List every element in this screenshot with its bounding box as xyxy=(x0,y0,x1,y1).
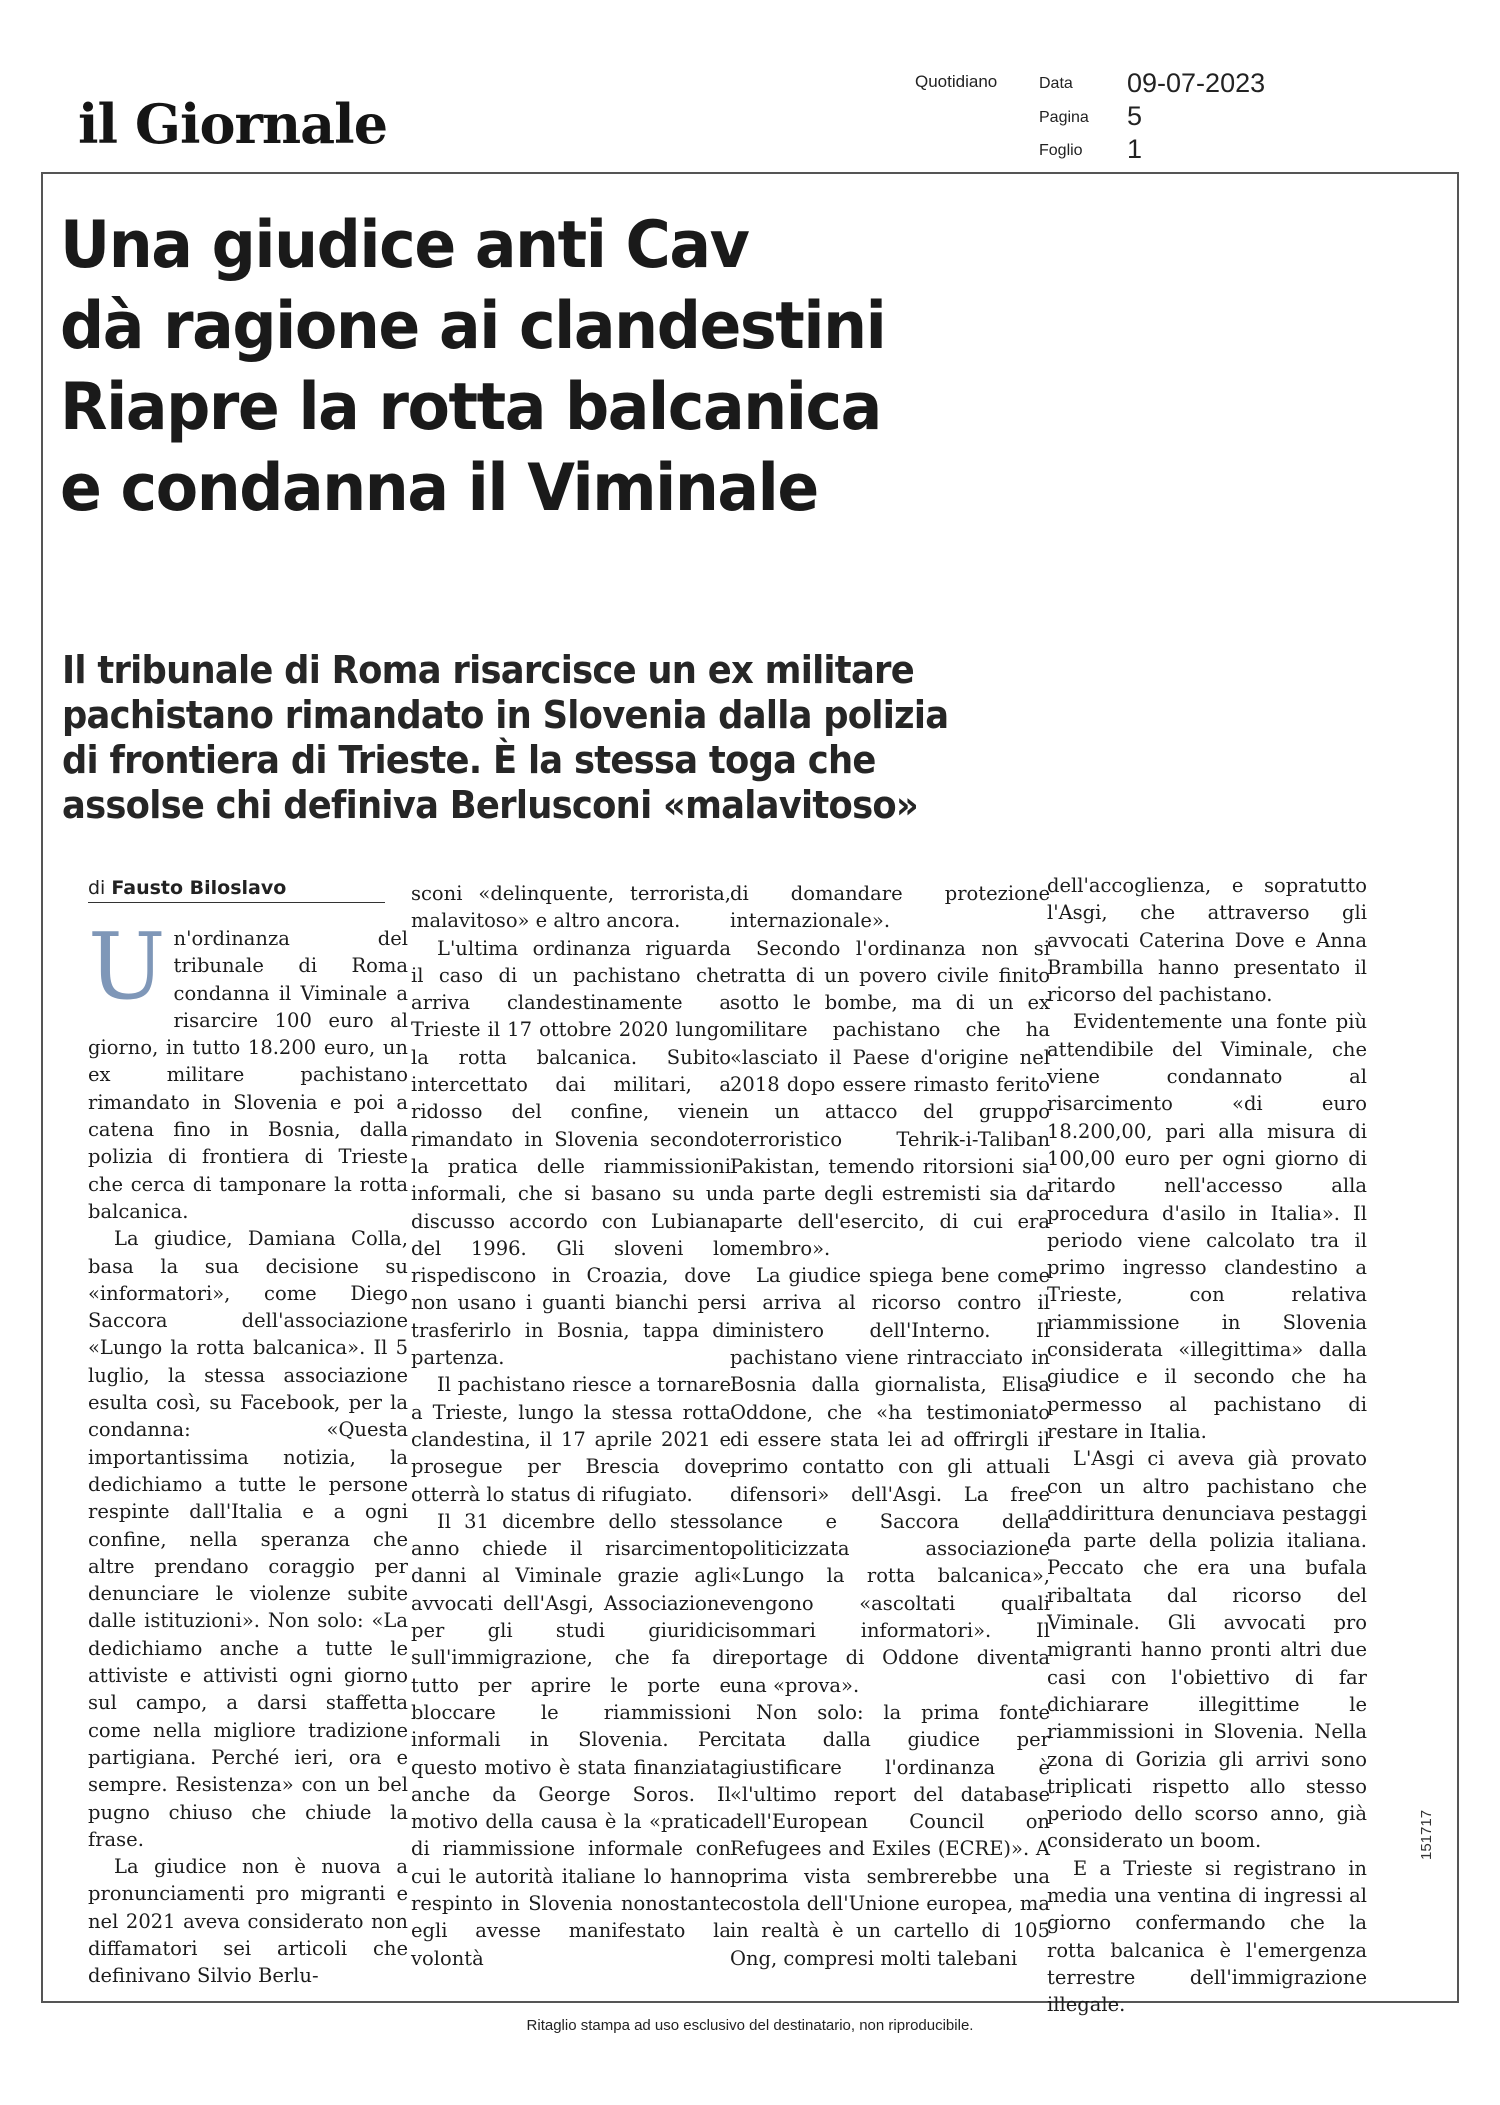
paragraph: L'ultima ordinanza riguarda il caso di un pachistano che arriva clandestinamente a Trieste il 17 ottobre 2020 lungo la rotta balcanica. Subito intercettato dai militari, a ridosso del confine, viene rimandato in Slovenia secondo la pratica delle riammissioni informali, che si basano su un discusso accordo con Lubiana del 1996. Gli sloveni lo rispediscono in Croazia, dove non usano i guanti bianchi per trasferirlo in Bosnia, tappa di partenza. xyxy=(411,936,731,1370)
paragraph: La giudice spiega bene come si arriva al ricorso contro il ministero dell'Interno. Il pachistano viene rintracciato in Bosnia dalla giornalista, Elisa Oddone, che «ha testimoniato di essere stata lei ad offrirgli il primo contatto con gli attuali difensori» dell'Asgi. La free lance e Saccora della politicizzata associazione «Lungo la rotta balcanica», vengono «ascoltati quali sommari informatori». Il reportage di Oddone diventa una «prova». xyxy=(730,1264,1050,1697)
footer-disclaimer: Ritaglio stampa ad uso esclusivo del destinatario, non riproducibile. xyxy=(526,2017,974,2034)
paragraph: La giudice non è nuova a pronunciamenti pro migranti e nel 2021 aveva considerato non diffamatori sei articoli che definivano Silvio Berlu- xyxy=(88,1855,408,1988)
newspaper-masthead: il Giornale xyxy=(78,92,388,156)
paragraph: Il 31 dicembre dello stesso anno chiede il risarcimento danni al Viminale grazie agli avvocati dell'Asgi, Associazione per gli studi giuridici sull'immigrazione, che fa di tutto per aprire le porte e bloccare le riammissioni informali in Slovenia. Per questo motivo è stata finanziata anche da George Soros. Il motivo della causa è la «pratica di riammissione informale con cui le autorità italiane lo hanno respinto in Slovenia nonostante egli avesse manifestato la volontà xyxy=(411,1509,731,1970)
article-headline: Una giudice anti Cav dà ragione ai clandestini Riapre la rotta balcanica e condanna il Viminale xyxy=(60,208,886,526)
data-value: 09-07-2023 xyxy=(1127,68,1266,98)
paragraph: di domandare protezione internazionale». xyxy=(730,882,1050,933)
paragraph: sconi «delinquente, terrorista, malavitoso» e altro ancora. xyxy=(411,882,731,933)
quotidiano-label: Quotidiano xyxy=(915,72,998,91)
article-column-2 xyxy=(411,880,731,1972)
article-subheadline: Il tribunale di Roma risarcisce un ex militare pachistano rimandato in Slovenia dalla polizia di frontiera di Trieste. È la stessa toga che assolse chi definiva Berlusconi «malavitoso» xyxy=(62,648,949,827)
paragraph: dell'accoglienza, e sopratutto l'Asgi, che attraverso gli avvocati Caterina Dove e Anna Brambilla hanno presentato il ricorso del pachistano. xyxy=(1047,874,1367,1007)
byline xyxy=(88,877,385,903)
foglio-label: Foglio xyxy=(1039,142,1083,159)
byline-author: Fausto Biloslavo xyxy=(111,877,287,899)
article-column-4 xyxy=(1047,872,1367,2018)
paragraph: E a Trieste si registrano in media una ventina di ingressi al giorno confermando che la rotta balcanica è l'emergenza terrestre dell'immigrazione illegale. xyxy=(1047,1856,1367,2017)
article-column-3 xyxy=(730,880,1050,1972)
paragraph: La giudice, Damiana Colla, basa la sua decisione su «informatori», come Diego Saccora dell'associazione «Lungo la rotta balcanica». Il 5 luglio, la stessa associazione esulta così, su Facebook, per la condanna: «Questa importantissima notizia, la dedichiamo a tutte le persone respinte dall'Italia e a ogni confine, nella speranza che altre prendano coraggio per denunciare le violenze subite dalle istituzioni». Non solo: «La dedichiamo anche a tutte le attiviste e attivisti ogni giorno sul campo, a darsi staffetta come nella migliore tradizione partigiana. Perché ieri, ora e sempre. Resistenza» con un bel pugno chiuso che chiude la frase. xyxy=(88,1227,408,1851)
foglio-value: 1 xyxy=(1127,134,1143,164)
paragraph: Evidentemente una fonte più attendibile del Viminale, che viene condannato al risarcimento «di euro 18.200,00, pari alla misura di 100,00 euro per ogni giorno di ritardo nell'accesso alla procedura d'asilo in Italia». Il periodo viene calcolato tra il primo ingresso clandestino a Trieste, con relativa riammissione in Slovenia considerata «illegittima» dalla giudice e il secondo che ha permesso al pachistano di restare in Italia. xyxy=(1047,1010,1367,1443)
data-label: Data xyxy=(1039,75,1073,92)
paragraph xyxy=(88,913,408,1225)
side-code: 151717 xyxy=(1418,1809,1435,1860)
paragraph: L'Asgi ci aveva già provato con un altro pachistano che addirittura denunciava pestaggi da parte della polizia italiana. Peccato che era una bufala ribaltata dal ricorso del Viminale. Gli avvocati pro migranti hanno pronti altri due casi con l'obiettivo di far dichiarare illegittime le riammissioni in Slovenia. Nella zona di Gorizia gli arrivi sono triplicati rispetto allo stesso periodo dello scorso anno, già considerato un boom. xyxy=(1047,1447,1367,1853)
drop-cap: U xyxy=(88,913,166,1020)
paragraph: Secondo l'ordinanza non si tratta di un povero civile finito sotto le bombe, ma di un ex militare pachistano che ha «lasciato il Paese d'origine nel 2018 dopo essere rimasto ferito in un attacco del gruppo terroristico Tehrik-i-Taliban Pakistan, temendo ritorsioni sia da parte degli estremisti sia da parte dell'esercito, di cui era membro». xyxy=(730,936,1050,1260)
paragraph: Il pachistano riesce a tornare a Trieste, lungo la stessa rotta clandestina, il 17 aprile 2021 e prosegue per Brescia dove otterrà lo status di rifugiato. xyxy=(411,1373,731,1506)
article-column-1 xyxy=(88,913,408,1990)
pagina-label: Pagina xyxy=(1039,109,1089,126)
pagina-value: 5 xyxy=(1127,101,1143,131)
paragraph-text: n'ordinanza del tribunale di Roma condanna il Viminale a risarcire 100 euro al giorno, in tutto 18.200 euro, un ex militare pachistano rimandato in Slovenia e poi a catena fino in Bosnia, dalla polizia di frontiera di Trieste che cerca di tamponare la rotta balcanica. xyxy=(88,927,408,1223)
byline-prefix: di xyxy=(88,877,106,899)
paragraph: Non solo: la prima fonte citata dalla giudice per giustificare l'ordinanza è «l'ultimo report del database dell'European Council on Refugees and Exiles (ECRE)». A prima vista sembrerebbe una costola dell'Unione europea, ma in realtà è un cartello di 105 Ong, compresi molti talebani xyxy=(730,1700,1050,1970)
